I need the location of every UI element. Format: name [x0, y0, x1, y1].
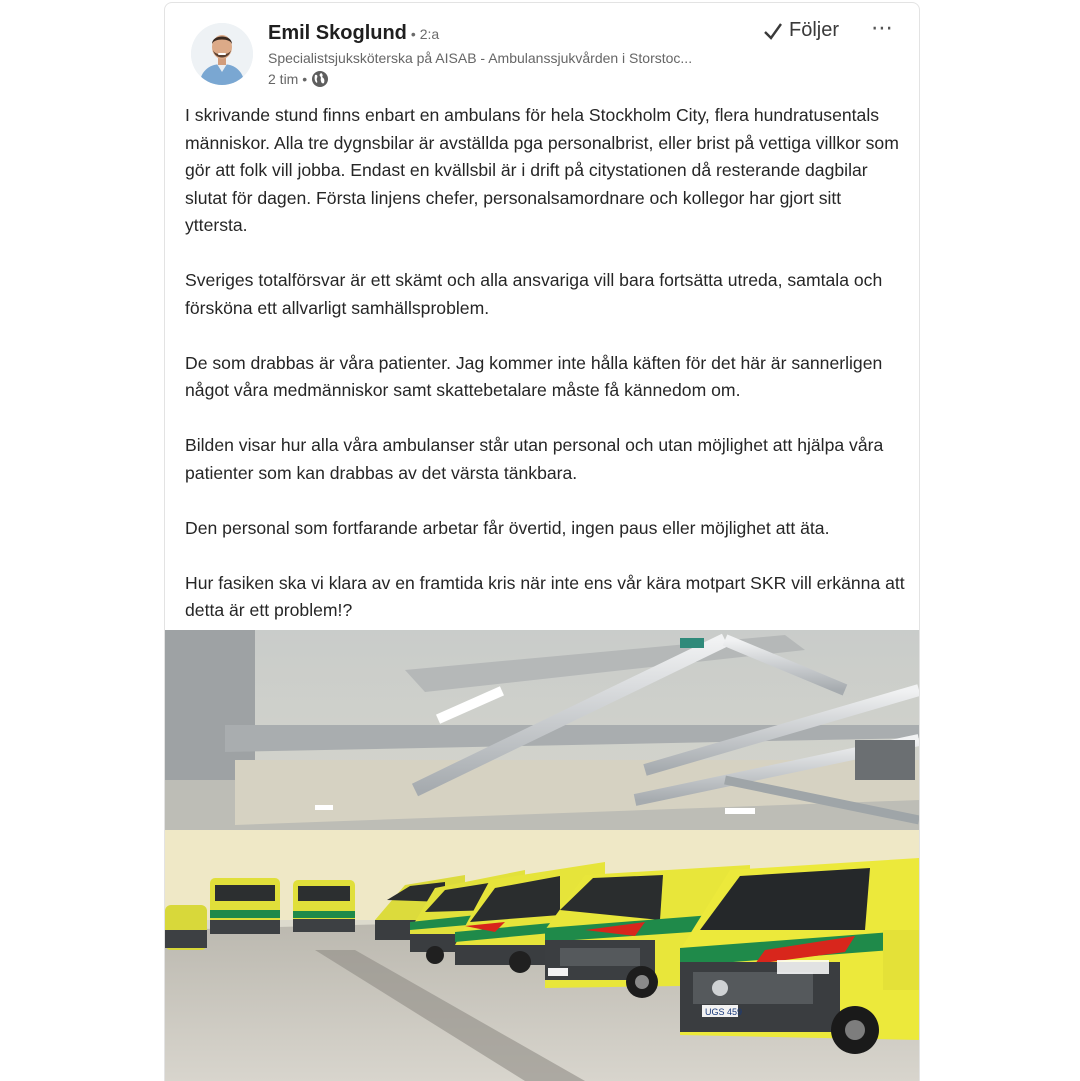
post-photo-ambulance-garage[interactable] — [165, 630, 919, 1081]
post-paragraph: De som drabbas är våra patienter. Jag kommer inte hålla käften för det här är sannerligen något våra medmänniskor samt skattebetalare måste få kännedom om. — [185, 352, 883, 400]
more-options-icon[interactable]: ⋯ — [871, 15, 894, 40]
post-paragraph: Den personal som fortfarande arbetar får övertid, ingen paus eller möjlighet att äta. — [185, 517, 830, 538]
post-text — [185, 102, 907, 625]
post-paragraph: Sveriges totalförsvar är ett skämt och alla ansvariga vill bara fortsätta utreda, samtala och försköna ett allvarligt samhällsproblem. — [185, 270, 883, 318]
author-headline: Specialistsjuksköterska på AISAB - Ambulanssjukvården i Storstoc... — [268, 50, 693, 66]
following-button[interactable] — [763, 19, 839, 42]
author-name[interactable] — [268, 22, 439, 45]
license-plate: UGS 459 — [705, 1007, 743, 1017]
ambulance — [210, 878, 280, 934]
post-paragraph: Hur fasiken ska vi klara av en framtida kris när inte ens vår kära motpart SKR vill erkänna att detta är ett problem!? — [185, 572, 905, 620]
post-paragraph: I skrivande stund finns enbart en ambulans för hela Stockholm City, flera hundratusentals människor. Alla tre dygnsbilar är avställda pga personalbrist, eller brist på vettiga villkor som gör att folk vill jobba. Endast en kvällsbil är i drift på citystationen då resterande dagbilar slutat för dagen. Första linjens chefer, personalsamordnare och kollegor har gjort sitt yttersta. — [185, 105, 899, 235]
following-label: Följer — [789, 19, 840, 41]
author-name-text[interactable]: Emil Skoglund — [268, 22, 407, 44]
post-header — [165, 3, 919, 98]
checkmark-icon — [763, 21, 783, 41]
post-meta — [268, 70, 329, 88]
post-time: 2 tim • — [268, 71, 308, 87]
avatar[interactable] — [191, 23, 253, 85]
avatar-image — [191, 23, 253, 85]
post-paragraph: Bilden visar hur alla våra ambulanser står utan personal och utan möjlighet att hjälpa våra patienter som kan drabbas av det värsta tänkbara. — [185, 435, 884, 483]
globe-icon — [311, 70, 329, 88]
post-card — [164, 2, 920, 1081]
connection-degree: • 2:a — [410, 26, 440, 42]
